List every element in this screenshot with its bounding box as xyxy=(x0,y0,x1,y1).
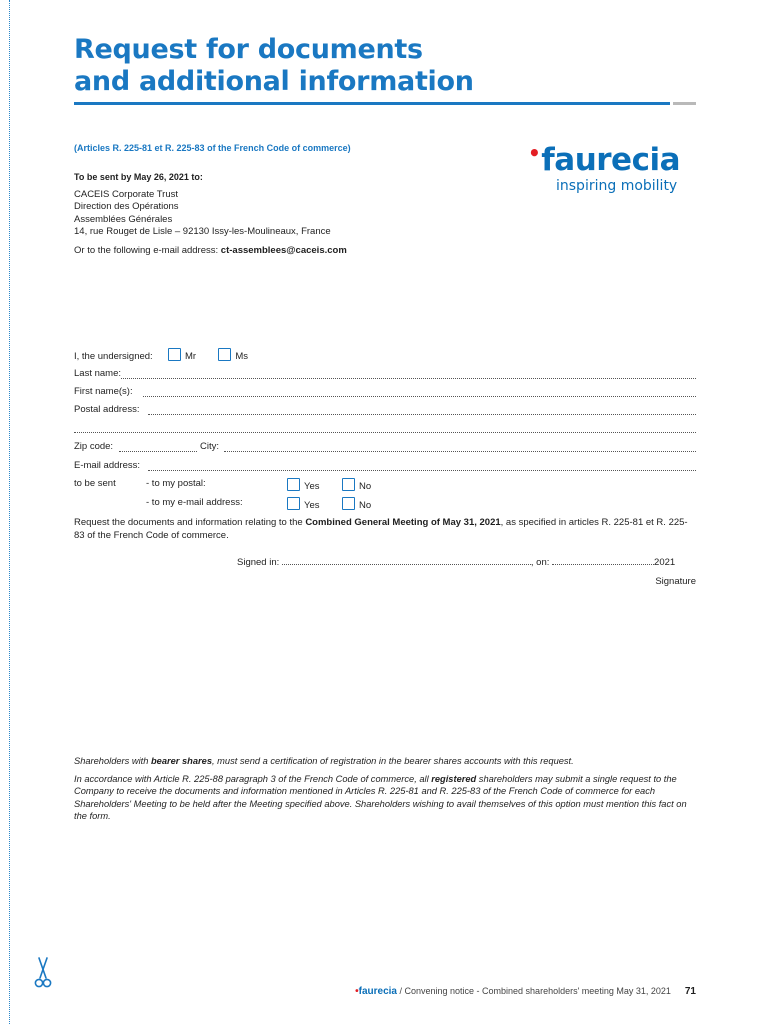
postal-recipient xyxy=(74,189,331,238)
postal-yes-checkbox[interactable] xyxy=(287,478,300,491)
to-postal-label: - to my postal: xyxy=(146,478,206,489)
footer-logo: •faurecia xyxy=(355,986,397,997)
address-line: 14, rue Rouget de Lisle – 92130 Issy-les-Moulineaux, France xyxy=(74,225,331,237)
postal-address-field[interactable] xyxy=(148,414,696,415)
mr-label: Mr xyxy=(184,351,197,362)
postal-address-label: Postal address: xyxy=(74,404,140,415)
meeting-name: Combined General Meeting of May 31, 2021 xyxy=(305,517,501,528)
page-number: 71 xyxy=(684,986,696,997)
faurecia-logo xyxy=(528,143,680,194)
note-registered-shareholders: In accordance with Article R. 225-88 paragraph 3 of the French Code of commerce, all registered shareholders may submit a single request to the Company to receive the documents and information mentioned in Articles R. 225-81 and R. 225-83 of the French Code of commerce for each Shareholders' Meeting to be held after the Meeting specified above. Shareholders wishing to avail themselves of this option must mention this fact on the form. xyxy=(74,774,687,821)
last-name-label: Last name: xyxy=(74,368,121,379)
zip-code-label: Zip code: xyxy=(74,441,114,452)
ms-label: Ms xyxy=(235,351,249,362)
address-line: CACEIS Corporate Trust xyxy=(74,189,179,200)
recipient-email[interactable]: ct-assemblees@caceis.com xyxy=(220,245,347,256)
zip-city-row xyxy=(74,441,113,452)
mr-checkbox[interactable] xyxy=(168,348,181,361)
last-name-field[interactable] xyxy=(121,378,696,379)
note-bearer-shares: Shareholders with bearer shares, must send a certification of registration in the bearer shares accounts with this request. xyxy=(74,756,574,766)
city-label: City: xyxy=(200,441,219,452)
undersigned-row xyxy=(74,348,248,362)
to-be-sent-label: to be sent xyxy=(74,478,116,489)
email-recipient: Or to the following e-mail address: ct-assemblees@caceis.com xyxy=(74,245,347,256)
address-line: Assemblées Générales xyxy=(74,213,173,225)
signed-in-field[interactable] xyxy=(282,564,531,565)
undersigned-label: I, the undersigned: xyxy=(74,351,153,362)
city-field[interactable] xyxy=(224,451,696,452)
signed-date-field[interactable] xyxy=(552,564,654,565)
logo-wordmark: •faurecia xyxy=(528,141,681,178)
scissors-icon xyxy=(32,956,54,993)
postal-yes-option: Yes xyxy=(287,478,320,492)
request-statement: Request the documents and information relating to the Combined General Meeting of May 31, 2021, as specified in articles R. 225-81 et R. 225-83 of the French Code of commerce. xyxy=(74,517,688,541)
email-address-field[interactable] xyxy=(148,470,696,471)
signed-row xyxy=(237,557,675,568)
footer-logo-dot-icon: • xyxy=(355,986,359,997)
first-names-label: First name(s): xyxy=(74,386,133,397)
footer-text: / Convening notice - Combined shareholders' meeting May 31, 2021 xyxy=(396,986,671,996)
postal-no-option: No xyxy=(342,478,371,492)
page-footer xyxy=(355,986,696,997)
email-yes-checkbox[interactable] xyxy=(287,497,300,510)
signature-label: Signature xyxy=(655,576,696,587)
to-email-label: - to my e-mail address: xyxy=(146,497,243,508)
postal-address-field-2[interactable] xyxy=(74,432,696,433)
notes xyxy=(74,755,696,828)
signed-on-label: , on: xyxy=(530,557,550,568)
email-yes-option: Yes xyxy=(287,497,320,511)
cut-line xyxy=(9,0,10,1024)
signed-in-label: Signed in: xyxy=(237,557,280,568)
logo-tagline: inspiring mobility xyxy=(556,178,678,194)
zip-code-field[interactable] xyxy=(119,451,197,452)
address-line: Direction des Opérations xyxy=(74,201,179,213)
title-rule xyxy=(74,102,670,105)
articles-reference: (Articles R. 225-81 et R. 225-83 of the French Code of commerce) xyxy=(74,143,351,153)
postal-no-checkbox[interactable] xyxy=(342,478,355,491)
logo-dot-icon: • xyxy=(528,141,541,165)
page-title xyxy=(74,34,474,98)
signed-year: 2021 xyxy=(654,557,676,568)
email-no-option: No xyxy=(342,497,371,511)
title-rule-accent xyxy=(673,102,696,105)
title-line-1: Request for documents xyxy=(74,34,423,65)
first-names-field[interactable] xyxy=(143,396,696,397)
ms-checkbox[interactable] xyxy=(218,348,231,361)
email-address-label: E-mail address: xyxy=(74,460,140,471)
title-line-2: and additional information xyxy=(74,66,474,97)
email-no-checkbox[interactable] xyxy=(342,497,355,510)
send-deadline: To be sent by May 26, 2021 to: xyxy=(74,172,203,182)
